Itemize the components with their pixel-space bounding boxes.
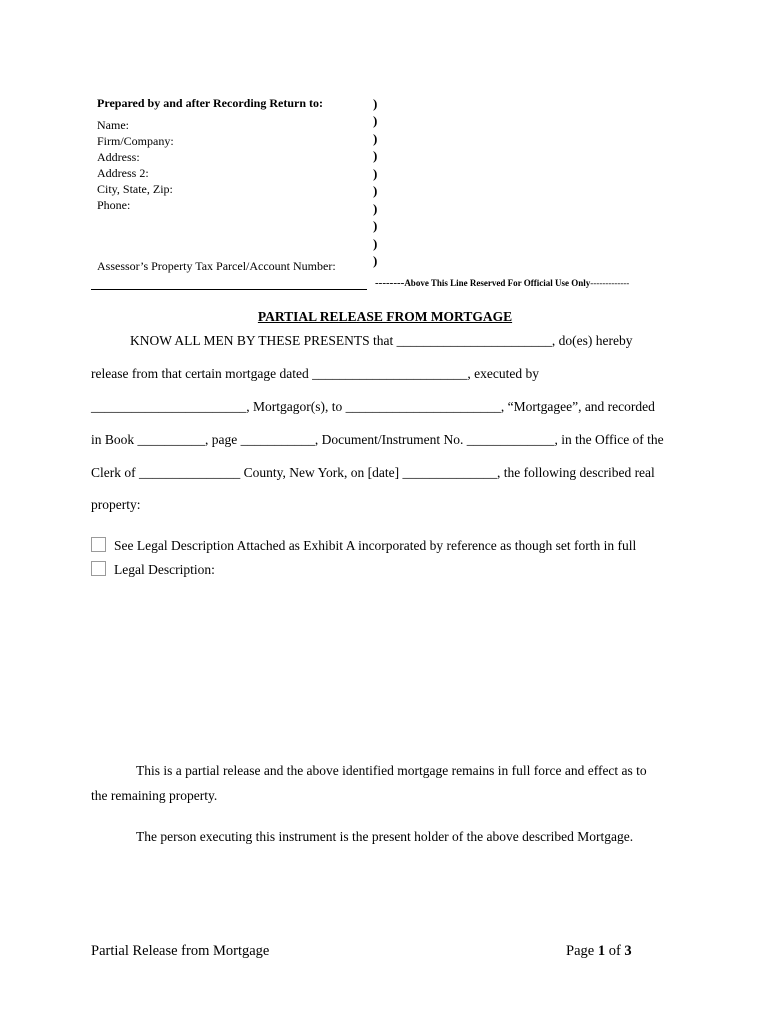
official-use-line <box>375 277 629 289</box>
holder-statement: The person executing this instrument is the present holder of the above described Mortgage. <box>136 829 634 844</box>
document-title: PARTIAL RELEASE FROM MORTGAGE <box>257 309 513 324</box>
legal-description-checkbox[interactable] <box>91 561 106 576</box>
assessor-parcel-label: Assessor’s Property Tax Parcel/Account Number: <box>97 259 336 273</box>
reserved-dashes: -------- <box>375 277 405 289</box>
exhibit-a-checkbox[interactable] <box>91 537 106 552</box>
body-line-3: _______________________, Mortgagor(s), to _______________________, “Mortgagee”, and recorded <box>91 399 655 414</box>
paren-mark: ) <box>373 218 378 233</box>
paren-mark: ) <box>373 183 378 198</box>
paren-mark: ) <box>373 148 378 163</box>
reserved-tail: ------------- <box>590 278 630 288</box>
body-line-1: KNOW ALL MEN BY THESE PRESENTS that _______________________, do(es) hereby <box>130 333 633 348</box>
address-2-label: Address 2: <box>97 166 149 180</box>
paren-mark: ) <box>373 113 378 128</box>
footer-page-number <box>566 943 632 960</box>
reserved-text: Above This Line Reserved For Official Use Only <box>404 278 591 288</box>
paren-mark: ) <box>373 166 378 181</box>
paren-mark: ) <box>373 131 378 146</box>
city-state-zip-label: City, State, Zip: <box>97 182 173 196</box>
phone-label: Phone: <box>97 198 131 212</box>
body-line-5: Clerk of _______________ County, New York, on [date] ______________, the following described real <box>91 465 655 480</box>
paren-mark: ) <box>373 201 378 216</box>
firm-company-label: Firm/Company: <box>97 134 174 148</box>
paren-mark: ) <box>373 236 378 251</box>
return-to-heading: Prepared by and after Recording Return to: <box>97 96 323 110</box>
page-of: of <box>608 943 621 959</box>
page-label: Page <box>566 943 595 959</box>
address-label: Address: <box>97 150 140 164</box>
page-current: 1 <box>597 943 606 959</box>
partial-release-line-2: the remaining property. <box>91 788 218 803</box>
name-label: Name: <box>97 118 129 132</box>
legal-description-option-label: Legal Description: <box>114 562 215 577</box>
parcel-number-line <box>91 289 367 290</box>
body-line-2: release from that certain mortgage dated _______________________, executed by <box>91 366 539 381</box>
paren-mark: ) <box>373 253 378 268</box>
body-line-6: property: <box>91 497 141 512</box>
exhibit-a-option-label: See Legal Description Attached as Exhibit A incorporated by reference as though set forth in full <box>114 538 637 553</box>
paren-mark: ) <box>373 96 378 111</box>
footer-document-name: Partial Release from Mortgage <box>91 943 270 959</box>
partial-release-line-1: This is a partial release and the above identified mortgage remains in full force and effect as to <box>136 763 647 778</box>
page-total: 3 <box>624 943 632 959</box>
body-line-4: in Book __________, page ___________, Document/Instrument No. _____________, in the Office of the <box>91 432 664 447</box>
